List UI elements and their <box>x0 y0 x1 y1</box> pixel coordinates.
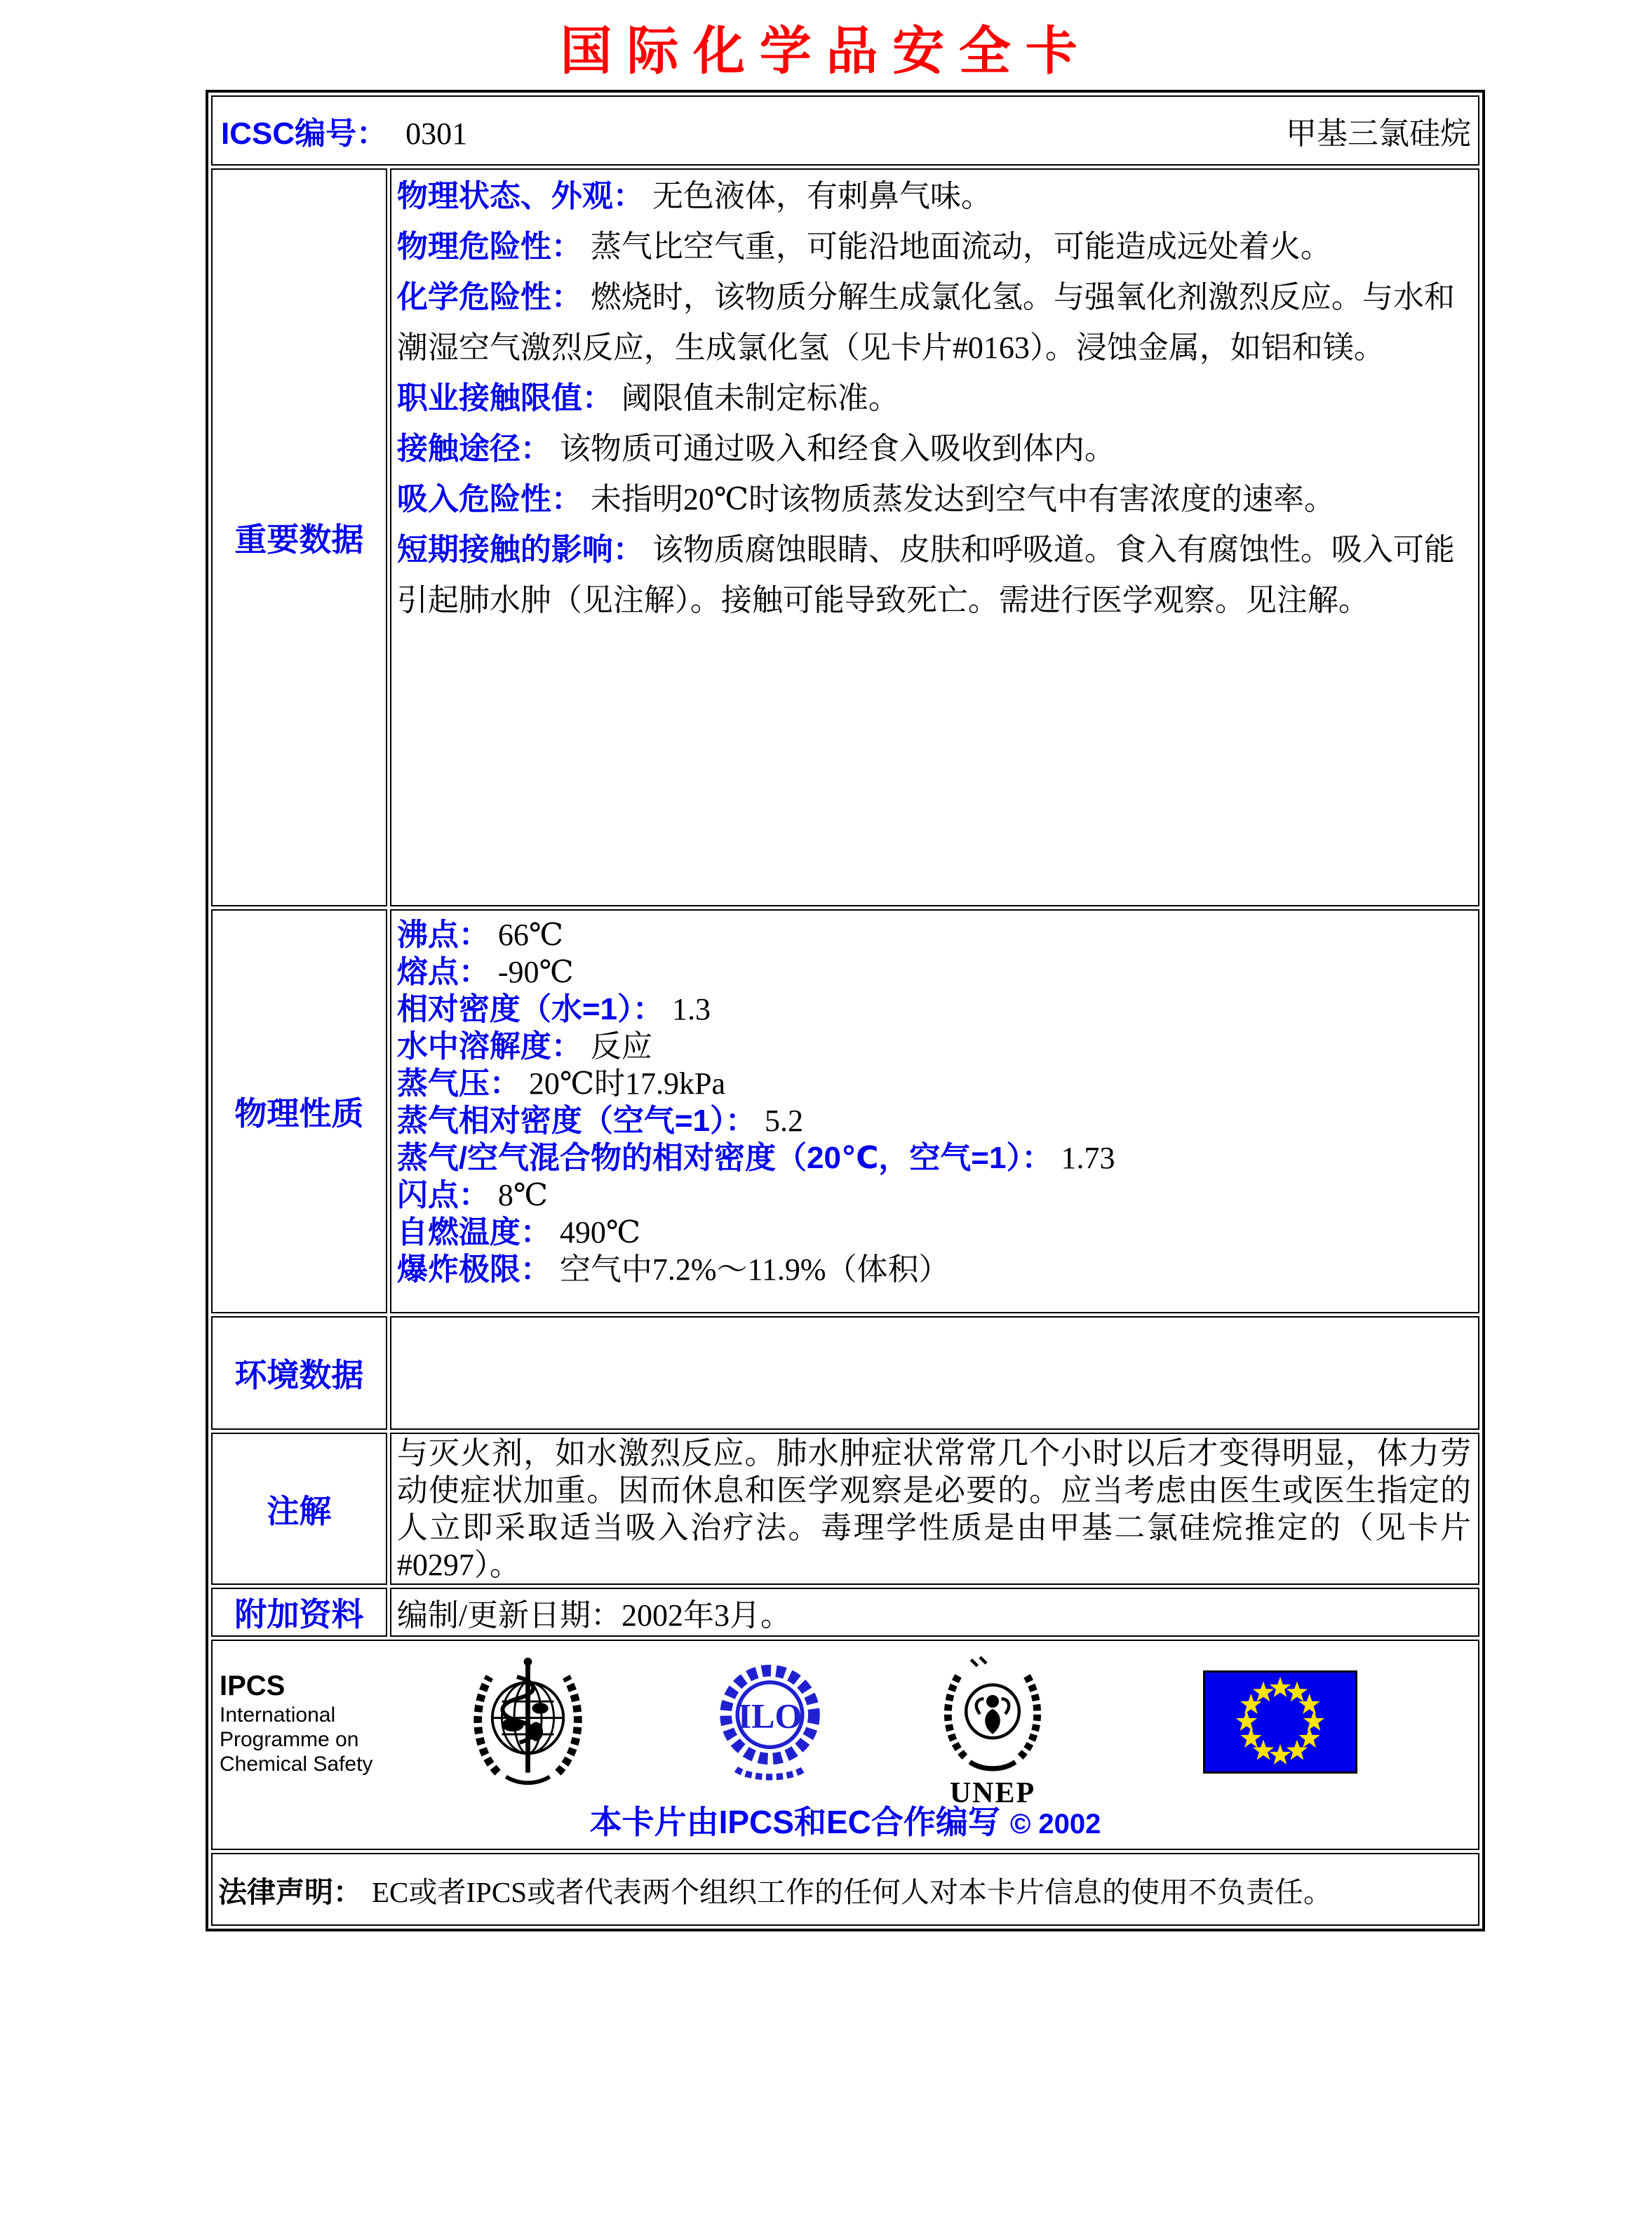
environment-empty <box>391 1318 1478 1319</box>
data-line: 沸点： 66℃ <box>396 918 564 952</box>
copyright-text: © 2002 <box>1009 1809 1101 1840</box>
table-row <box>211 1588 1479 1637</box>
cooperation-caption <box>213 1797 1478 1843</box>
section-label-environment: 环境数据 <box>234 1357 364 1393</box>
page-title: 国际化学品安全卡 <box>560 23 1092 81</box>
section-label-cell-physical <box>211 909 387 1313</box>
table-row <box>211 1640 1479 1850</box>
table-row <box>211 1316 1479 1430</box>
section-label-additional: 附加资料 <box>234 1596 364 1633</box>
section-label-cell-additional <box>211 1588 387 1637</box>
legal-notice-text: EC或者IPCS或者代表两个组织工作的任何人对本卡片信息的使用不负责任。 <box>372 1875 1332 1908</box>
unep-logo-icon <box>929 1651 1056 1810</box>
ipcs-name: IPCS <box>220 1670 286 1701</box>
update-date-text: 编制/更新日期：2002年3月。 <box>396 1598 792 1633</box>
who-logo-icon <box>459 1652 596 1793</box>
section-label-cell-important <box>211 168 387 906</box>
data-line: 接触途径： 该物质可通过吸入和经食入吸收到体内。 <box>396 431 1115 466</box>
data-line: 蒸气相对密度（空气=1）： 5.2 <box>396 1104 803 1138</box>
logos-cell <box>211 1640 1479 1850</box>
table-row <box>211 168 1479 906</box>
ipcs-text-block: IPCS International Programme on Chemical Safety <box>220 1670 373 1776</box>
data-line: 化学危险性： 燃烧时，该物质分解生成氯化氢。与强氧化剂激烈反应。与水和潮湿空气激烈反应，生成氯化氢（见卡片#0163）。浸蚀金属，如铝和镁。 <box>396 280 1455 365</box>
section-content-important <box>390 168 1479 906</box>
data-line: 蒸气压： 20℃时17.9kPa <box>396 1066 726 1101</box>
data-line: 吸入危险性： 未指明20℃时该物质蒸发达到空气中有害浓度的速率。 <box>396 482 1336 516</box>
legal-notice-label: 法律声明： <box>218 1875 362 1908</box>
section-content-environment <box>390 1316 1479 1430</box>
caption-text: 本卡片由IPCS和EC合作编写 <box>589 1804 1000 1840</box>
section-content-notes <box>390 1433 1479 1585</box>
legal-notice-cell <box>211 1853 1479 1926</box>
chemical-name: 甲基三氯硅烷 <box>1286 116 1471 151</box>
data-line: 爆炸极限： 空气中7.2%～11.9%（体积） <box>396 1252 950 1287</box>
data-line: 相对密度（水=1）： 1.3 <box>396 992 711 1026</box>
table-row <box>211 1853 1479 1926</box>
data-line: 熔点： -90℃ <box>396 955 574 989</box>
eu-flag-icon <box>1203 1670 1357 1777</box>
section-label-physical: 物理性质 <box>234 1095 364 1132</box>
section-label-cell-notes <box>211 1433 387 1585</box>
data-line: 物理危险性： 蒸气比空气重，可能沿地面流动，可能造成远处着火。 <box>396 229 1331 264</box>
data-line: 闪点： 8℃ <box>396 1178 549 1212</box>
data-line: 物理状态、外观： 无色液体，有刺鼻气味。 <box>396 179 992 213</box>
data-line: 短期接触的影响： 该物质腐蚀眼睛、皮肤和呼吸道。食入有腐蚀性。吸入可能引起肺水肿（见注解）。接触可能导致死亡。需进行医学观察。见注解。 <box>396 532 1455 617</box>
data-line: 自燃温度： 490℃ <box>396 1215 641 1250</box>
notes-paragraph: 与灭火剂，如水激烈反应。肺水肿症状常常几个小时以后才变得明显，体力劳动使症状加重。因而休息和医学观察是必要的。应当考虑由医生或医生指定的人立即采取适当吸入治疗法。毒理学性质是由甲基二氯硅烷推定的（见卡片#0297）。 <box>396 1436 1471 1582</box>
data-line: 蒸气/空气混合物的相对密度（20℃，空气=1）： 1.73 <box>396 1141 1115 1175</box>
safety-card-table <box>206 90 1485 1931</box>
table-row <box>211 909 1479 1313</box>
ilo-logo-icon <box>705 1655 835 1788</box>
data-line: 水中溶解度： 反应 <box>396 1029 652 1064</box>
section-label-notes: 注解 <box>267 1492 332 1529</box>
section-label-important: 重要数据 <box>234 521 364 558</box>
section-content-additional <box>390 1588 1479 1637</box>
icsc-number-label: ICSC编号： <box>221 116 388 151</box>
section-label-cell-environment <box>211 1316 387 1430</box>
data-line: 职业接触限值： 阈限值未制定标准。 <box>396 381 899 415</box>
section-content-physical <box>390 909 1479 1313</box>
table-row <box>211 1433 1479 1585</box>
unep-label: UNEP <box>949 1777 1036 1809</box>
icsc-number-value: 0301 <box>405 116 468 151</box>
header-cell <box>211 95 1479 166</box>
svg-text:ILO: ILO <box>737 1696 803 1736</box>
table-row <box>211 95 1479 166</box>
